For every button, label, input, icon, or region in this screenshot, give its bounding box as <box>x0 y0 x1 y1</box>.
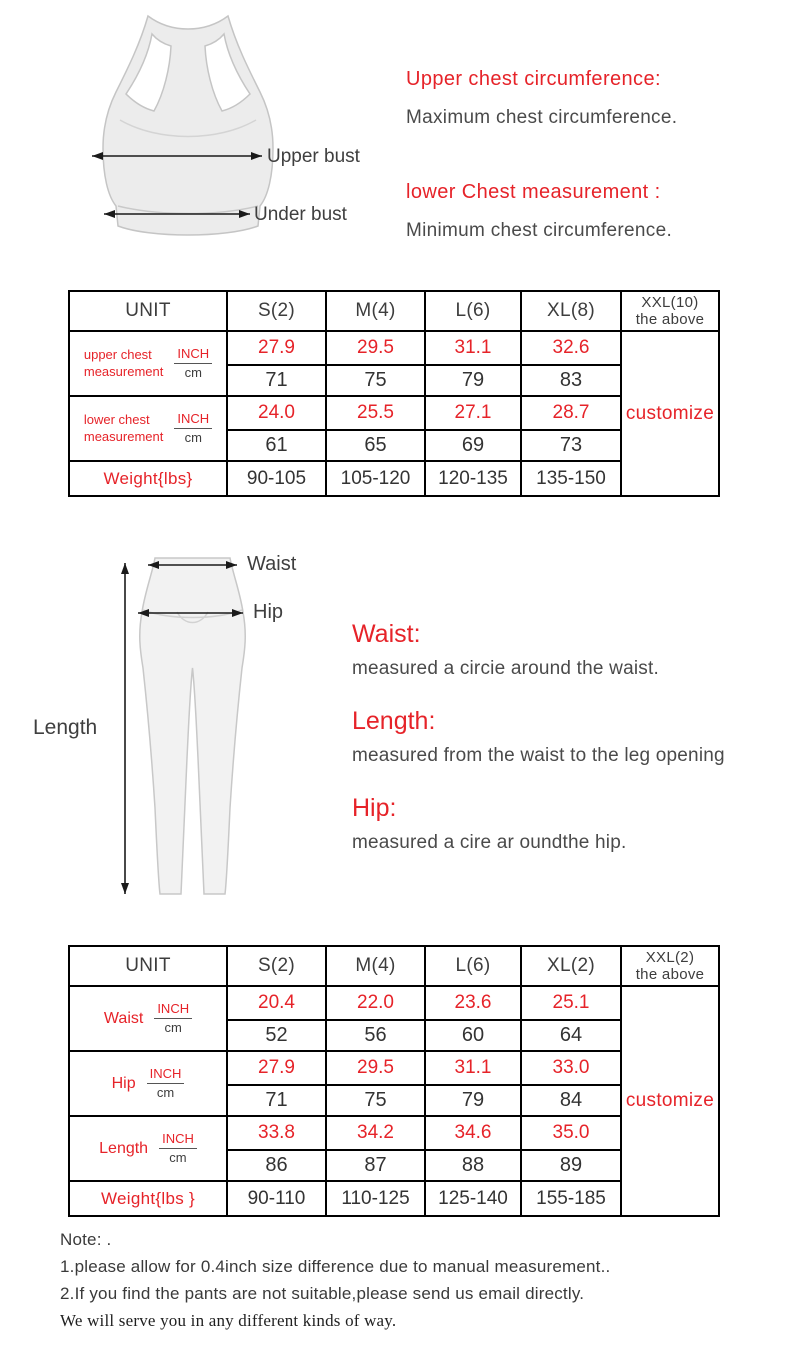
cm-unit-label: cm <box>156 1085 175 1100</box>
table-cell: 89 <box>521 1150 621 1181</box>
pants-size-table <box>68 945 720 1217</box>
customize-cell: customize <box>621 331 719 496</box>
table-cell: 83 <box>521 365 621 396</box>
inch-unit-label: INCH <box>174 346 212 364</box>
column-header-s: S(2) <box>227 946 326 986</box>
weight-row-label: Weight{lbs} <box>69 461 227 496</box>
inch-cm-fraction <box>159 1131 197 1167</box>
length-desc: measured from the waist to the leg opening <box>352 745 725 766</box>
bra-diagram <box>60 10 400 260</box>
table-cell: 79 <box>425 1085 521 1116</box>
table-cell: 79 <box>425 365 521 396</box>
sports-bra-illustration <box>60 10 400 260</box>
upper-chest-desc: Maximum chest circumference. <box>406 107 678 128</box>
table-cell: 33.0 <box>521 1051 621 1085</box>
row-label-line1: upper chest <box>83 346 152 362</box>
column-header-m: M(4) <box>326 946 425 986</box>
table-cell: 35.0 <box>521 1116 621 1150</box>
table-cell: 25.1 <box>521 986 621 1020</box>
row-label-line2: measurement <box>83 363 164 379</box>
table-cell: 52 <box>227 1020 326 1051</box>
table-cell: 84 <box>521 1085 621 1116</box>
column-header-l: L(6) <box>425 946 521 986</box>
cm-unit-label: cm <box>184 365 202 380</box>
column-header-unit: UNIT <box>69 946 227 986</box>
table-cell: 71 <box>227 365 326 396</box>
waist-desc: measured a circie around the waist. <box>352 658 659 679</box>
hip-label: Hip <box>253 601 284 623</box>
table-cell: 87 <box>326 1150 425 1181</box>
inch-unit-label: INCH <box>154 1001 192 1019</box>
hip-desc: measured a cire ar oundthe hip. <box>352 832 627 853</box>
hip-title: Hip: <box>352 794 397 822</box>
table-cell: 73 <box>521 430 621 461</box>
inch-unit-label: INCH <box>159 1131 197 1149</box>
table-cell: 88 <box>425 1150 521 1181</box>
pants-info-block <box>352 620 782 854</box>
pants-diagram <box>25 540 355 912</box>
lower-chest-title: lower Chest measurement : <box>406 181 661 203</box>
upper-chest-title: Upper chest circumference: <box>406 68 661 90</box>
xxl-header-line1: XXL(10) <box>641 293 699 311</box>
row-label-text <box>84 347 163 381</box>
length-title: Length: <box>352 707 436 735</box>
cm-unit-label: cm <box>169 1150 187 1165</box>
chest-info-block <box>406 68 776 242</box>
row-label-line1: lower chest <box>83 411 150 427</box>
table-cell: 27.1 <box>425 396 521 430</box>
table-cell: 33.8 <box>227 1116 326 1150</box>
table-cell: 23.6 <box>425 986 521 1020</box>
note-line-2: 2.If you find the pants are not suitable,please send us email directly. <box>60 1284 585 1303</box>
length-label: Length <box>33 716 98 739</box>
bra-size-table <box>68 290 720 497</box>
row-label-lower-chest <box>69 396 227 461</box>
table-cell: 34.6 <box>425 1116 521 1150</box>
table-cell: 27.9 <box>227 331 326 365</box>
inch-cm-fraction <box>174 346 212 382</box>
table-cell: 22.0 <box>326 986 425 1020</box>
cm-unit-label: cm <box>184 430 202 445</box>
table-cell: 90-105 <box>227 461 326 496</box>
lower-chest-desc: Minimum chest circumference. <box>406 220 673 241</box>
inch-unit-label: INCH <box>147 1066 185 1084</box>
inch-cm-fraction <box>147 1066 185 1102</box>
column-header-unit: UNIT <box>69 291 227 331</box>
table-cell: 28.7 <box>521 396 621 430</box>
row-label-length <box>69 1116 227 1181</box>
leggings-shape <box>140 558 245 894</box>
note-line-3: We will serve you in any different kinds of way. <box>60 1311 397 1330</box>
table-cell: 155-185 <box>521 1181 621 1216</box>
table-cell: 105-120 <box>326 461 425 496</box>
table-cell: 71 <box>227 1085 326 1116</box>
table-cell: 125-140 <box>425 1181 521 1216</box>
column-header-l: L(6) <box>425 291 521 331</box>
column-header-m: M(4) <box>326 291 425 331</box>
weight-row-label: Weight{lbs } <box>69 1181 227 1216</box>
customize-cell: customize <box>621 986 719 1216</box>
table-cell: 20.4 <box>227 986 326 1020</box>
xxl-header-line2: the above <box>635 966 705 983</box>
row-label-text: Hip <box>111 1074 136 1092</box>
table-cell: 27.9 <box>227 1051 326 1085</box>
waist-title: Waist: <box>352 620 421 648</box>
table-cell: 56 <box>326 1020 425 1051</box>
column-header-xl: XL(8) <box>521 291 621 331</box>
row-label-text: Waist <box>103 1009 144 1027</box>
xxl-header-line2: the above <box>635 311 705 328</box>
cm-unit-label: cm <box>164 1020 182 1035</box>
row-label-line2: measurement <box>83 428 164 444</box>
table-cell: 69 <box>425 430 521 461</box>
table-cell: 25.5 <box>326 396 425 430</box>
row-label-text: Length <box>99 1139 149 1157</box>
table-cell: 86 <box>227 1150 326 1181</box>
table-cell: 64 <box>521 1020 621 1051</box>
table-cell: 29.5 <box>326 1051 425 1085</box>
table-cell: 90-110 <box>227 1181 326 1216</box>
row-label-waist <box>69 986 227 1051</box>
table-cell: 120-135 <box>425 461 521 496</box>
inch-cm-fraction <box>154 1001 192 1037</box>
under-bust-label: Under bust <box>254 204 347 225</box>
inch-cm-fraction <box>174 411 212 447</box>
inch-unit-label: INCH <box>174 411 212 429</box>
length-arrow <box>121 563 129 894</box>
row-label-upper-chest <box>69 331 227 396</box>
table-cell: 60 <box>425 1020 521 1051</box>
table-cell: 29.5 <box>326 331 425 365</box>
xxl-header-line1: XXL(2) <box>645 948 695 966</box>
row-label-hip <box>69 1051 227 1116</box>
table-cell: 135-150 <box>521 461 621 496</box>
table-cell: 75 <box>326 365 425 396</box>
upper-bust-label: Upper bust <box>267 146 360 167</box>
table-cell: 61 <box>227 430 326 461</box>
note-line-1: 1.please allow for 0.4inch size difference due to manual measurement.. <box>60 1257 611 1276</box>
row-label-text <box>84 412 163 446</box>
column-header-xxl <box>621 291 719 331</box>
waist-label: Waist <box>247 553 297 575</box>
column-header-s: S(2) <box>227 291 326 331</box>
sports-bra-shape <box>103 16 273 235</box>
table-cell: 31.1 <box>425 331 521 365</box>
column-header-xxl <box>621 946 719 986</box>
table-cell: 75 <box>326 1085 425 1116</box>
notes-block <box>60 1230 610 1338</box>
column-header-xl: XL(2) <box>521 946 621 986</box>
table-cell: 65 <box>326 430 425 461</box>
table-cell: 24.0 <box>227 396 326 430</box>
table-cell: 34.2 <box>326 1116 425 1150</box>
note-title: Note: . <box>60 1230 112 1249</box>
table-cell: 32.6 <box>521 331 621 365</box>
table-cell: 31.1 <box>425 1051 521 1085</box>
table-cell: 110-125 <box>326 1181 425 1216</box>
